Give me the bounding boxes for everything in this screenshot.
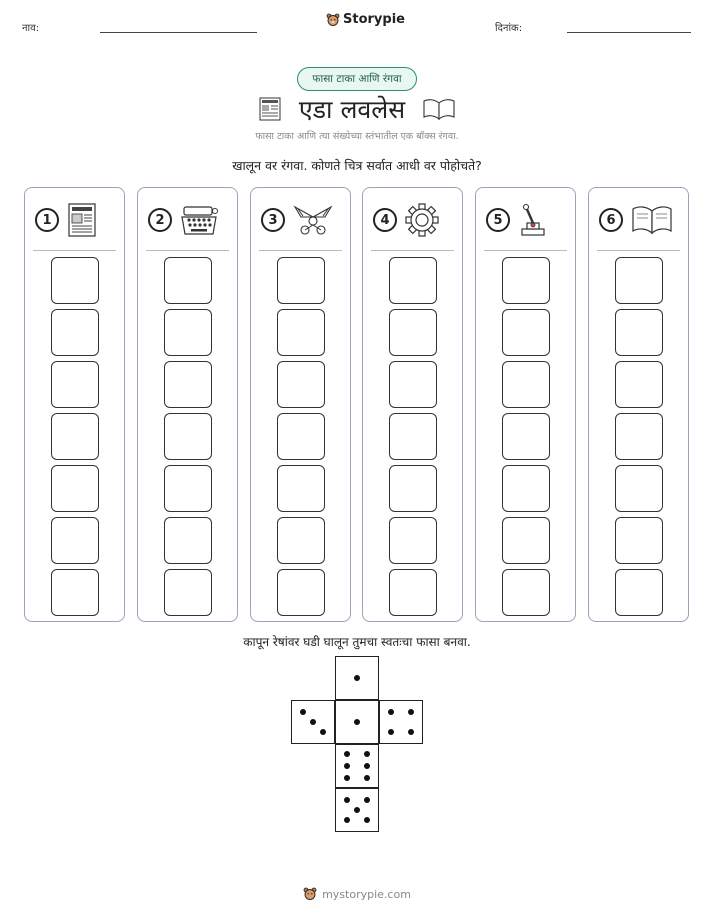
footer: [0, 887, 714, 901]
color-box[interactable]: [164, 517, 212, 564]
color-box[interactable]: [164, 413, 212, 460]
page-title: एडा लवलेस: [298, 95, 406, 124]
die-pip: [300, 709, 306, 715]
color-box[interactable]: [389, 517, 437, 564]
color-box[interactable]: [164, 257, 212, 304]
color-box[interactable]: [502, 569, 550, 616]
column-number: 1: [35, 208, 59, 232]
column-divider: [259, 250, 342, 251]
instruction-question: खालून वर रंगवा. कोणते चित्र सर्वात आधी वर पोहोचते?: [232, 158, 482, 173]
column-divider: [146, 250, 229, 251]
column-header: [373, 200, 453, 240]
lever-icon: [518, 203, 548, 237]
die-face-5: [335, 788, 379, 832]
column-6: [588, 187, 689, 622]
column-divider: [33, 250, 116, 251]
color-box[interactable]: [615, 465, 663, 512]
color-box[interactable]: [615, 257, 663, 304]
column-header: [35, 200, 115, 240]
color-box[interactable]: [277, 361, 325, 408]
die-pip: [344, 797, 350, 803]
die-face-4: [379, 700, 423, 744]
color-box[interactable]: [615, 361, 663, 408]
cut-instruction: कापून रेषांवर घडी घालून तुमचा स्वतःचा फासा बनवा.: [243, 635, 471, 649]
typewriter-icon: [180, 203, 218, 237]
color-box[interactable]: [502, 413, 550, 460]
column-header: [599, 200, 679, 240]
column-header: [486, 200, 566, 240]
color-box[interactable]: [615, 309, 663, 356]
bear-icon: [303, 887, 317, 901]
flying-machine-icon: [293, 203, 333, 237]
die-pip: [388, 709, 394, 715]
die-pip: [310, 719, 316, 725]
die-pip: [364, 751, 370, 757]
date-line[interactable]: [567, 32, 691, 33]
date-label: दिनांक:: [495, 23, 523, 34]
column-divider: [371, 250, 454, 251]
column-4: [362, 187, 463, 622]
color-box[interactable]: [277, 465, 325, 512]
die-face-1: [335, 700, 379, 744]
column-number: 5: [486, 208, 510, 232]
title-row: [0, 92, 714, 126]
color-box[interactable]: [389, 413, 437, 460]
color-box[interactable]: [389, 569, 437, 616]
column-number: 2: [148, 208, 172, 232]
die-pip: [344, 763, 350, 769]
die-pip: [364, 775, 370, 781]
color-box[interactable]: [164, 309, 212, 356]
color-box[interactable]: [502, 309, 550, 356]
color-box[interactable]: [277, 517, 325, 564]
die-face-3: [291, 700, 335, 744]
column-header: [148, 200, 228, 240]
column-number: 4: [373, 208, 397, 232]
brand-name: Storypie: [343, 12, 405, 27]
column-divider: [597, 250, 680, 251]
subtitle: फासा टाका आणि त्या संख्येच्या स्तंभातील एक बॉक्स रंगवा.: [255, 131, 459, 142]
book-icon: [423, 98, 455, 120]
die-pip: [364, 817, 370, 823]
color-box[interactable]: [277, 309, 325, 356]
color-box[interactable]: [164, 569, 212, 616]
newspaper-icon: [259, 97, 281, 121]
column-number: 3: [261, 208, 285, 232]
color-box[interactable]: [502, 361, 550, 408]
color-box[interactable]: [502, 517, 550, 564]
column-divider: [484, 250, 567, 251]
die-pip: [344, 751, 350, 757]
die-pip: [364, 763, 370, 769]
column-1: [24, 187, 125, 622]
color-box[interactable]: [164, 361, 212, 408]
color-box[interactable]: [51, 361, 99, 408]
name-line[interactable]: [100, 32, 257, 33]
die-pip: [364, 797, 370, 803]
newspaper-icon: [67, 203, 97, 237]
column-2: [137, 187, 238, 622]
die-pip: [354, 719, 360, 725]
color-box[interactable]: [164, 465, 212, 512]
color-box[interactable]: [277, 569, 325, 616]
color-box[interactable]: [615, 413, 663, 460]
color-box[interactable]: [51, 309, 99, 356]
die-pip: [320, 729, 326, 735]
name-label: नाव:: [22, 23, 40, 34]
color-box[interactable]: [51, 517, 99, 564]
color-box[interactable]: [51, 413, 99, 460]
color-box[interactable]: [502, 465, 550, 512]
color-box[interactable]: [615, 517, 663, 564]
color-box[interactable]: [615, 569, 663, 616]
column-5: [475, 187, 576, 622]
color-box[interactable]: [389, 309, 437, 356]
color-box[interactable]: [51, 257, 99, 304]
die-pip: [388, 729, 394, 735]
color-box[interactable]: [389, 465, 437, 512]
bear-icon: [326, 13, 340, 27]
die-face-1: [335, 656, 379, 700]
die-pip: [408, 729, 414, 735]
die-face-6: [335, 744, 379, 788]
color-box[interactable]: [51, 465, 99, 512]
color-box[interactable]: [277, 413, 325, 460]
column-3: [250, 187, 351, 622]
storypie-logo: [326, 12, 405, 27]
die-pip: [354, 807, 360, 813]
die-pip: [354, 675, 360, 681]
die-pip: [344, 817, 350, 823]
column-number: 6: [599, 208, 623, 232]
gear-icon: [405, 203, 439, 237]
activity-pill: फासा टाका आणि रंगवा: [297, 67, 417, 91]
footer-url[interactable]: mystorypie.com: [322, 887, 411, 901]
color-box[interactable]: [277, 257, 325, 304]
color-box[interactable]: [502, 257, 550, 304]
column-header: [261, 200, 341, 240]
color-box[interactable]: [389, 361, 437, 408]
color-box[interactable]: [51, 569, 99, 616]
color-box[interactable]: [389, 257, 437, 304]
book-icon: [631, 205, 673, 235]
die-pip: [408, 709, 414, 715]
die-pip: [344, 775, 350, 781]
